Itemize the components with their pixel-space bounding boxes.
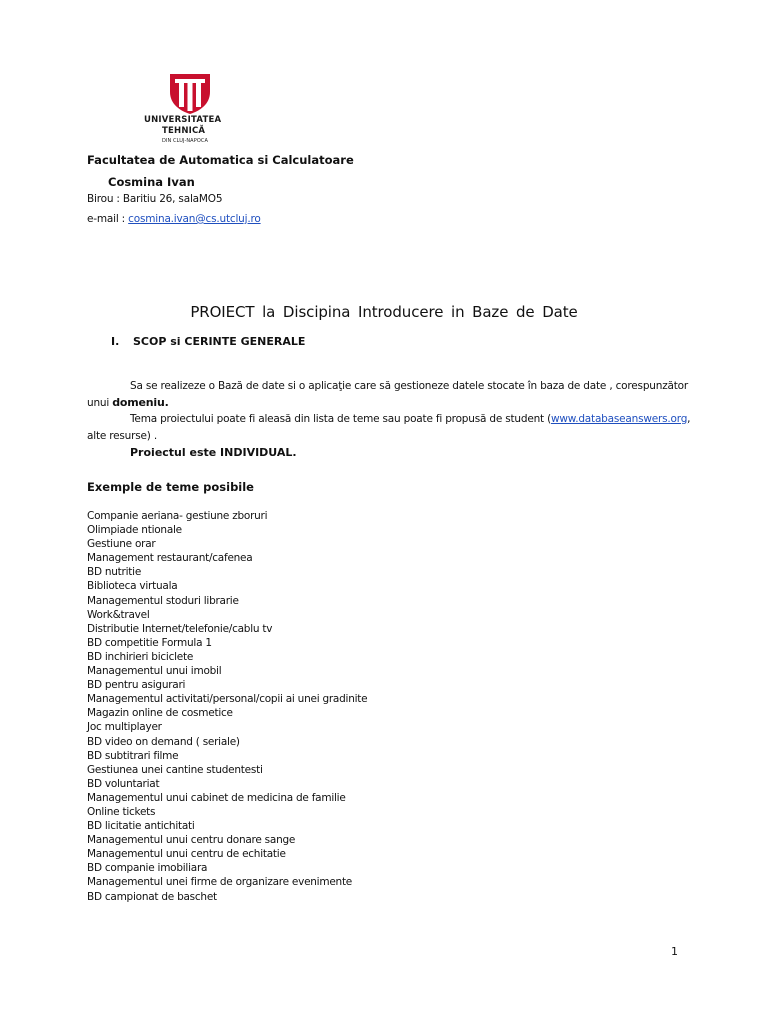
list-item: BD voluntariat (87, 777, 160, 790)
list-item: Gestiunea unei cantine studentesti (87, 763, 263, 776)
office-address: Birou : Baritiu 26, salaMO5 (87, 193, 223, 205)
list-item: Gestiune orar (87, 538, 156, 551)
list-item: Olimpiade ntionale (87, 524, 182, 537)
email-link[interactable]: cosmina.ivan@cs.utcluj.ro (128, 213, 261, 225)
list-item: Managementul unui centru de echitatie (87, 848, 286, 861)
list-item: BD licitatie antichitati (87, 820, 195, 833)
intro-paragraph-2-cont: alte resurse) . (87, 430, 157, 442)
section-title: SCOP si CERINTE GENERALE (133, 335, 306, 348)
databaseanswers-link[interactable]: www.databaseanswers.org (551, 413, 688, 425)
section-heading (111, 335, 305, 348)
list-item: Managementul unui centru donare sange (87, 834, 296, 847)
page-number: 1 (671, 945, 678, 958)
list-item: Managementul unui imobil (87, 665, 222, 678)
list-item: Managementul unui cabinet de medicina de familie (87, 791, 346, 804)
intro-paragraph-2 (130, 413, 690, 425)
list-item: BD nutritie (87, 566, 142, 579)
intro-domain-bold: domeniu. (112, 396, 169, 409)
examples-heading: Exemple de teme posibile (87, 480, 254, 494)
list-item: Distributie Internet/telefonie/cablu tv (87, 622, 273, 635)
list-item: Managementul unei firme de organizare evenimente (87, 876, 353, 889)
list-item: BD campionat de baschet (87, 890, 217, 903)
list-item: Biblioteca virtuala (87, 580, 178, 593)
intro-prefix: unui (87, 397, 113, 409)
document-title: PROIECT la Discipina Introducere in Baze de Date (190, 303, 578, 321)
logo-text-line2: TEHNICĂ (162, 126, 206, 136)
intro-p2-comma: , (687, 413, 691, 425)
list-item: Management restaurant/cafenea (87, 552, 253, 565)
individual-note: Proiectul este INDIVIDUAL. (130, 446, 297, 459)
faculty-name: Facultatea de Automatica si Calculatoare (87, 153, 354, 167)
intro-paragraph-1: Sa se realizeze o Bază de date si o aplicaţie care să gestioneze datele stocate în baza de date , corespunzător (130, 380, 688, 392)
list-item: Joc multiplayer (87, 721, 162, 734)
teacher-name: Cosmina Ivan (108, 175, 195, 189)
logo-text-line1: UNIVERSITATEA (144, 115, 222, 125)
list-item: Managementul activitati/personal/copii ai unei gradinite (87, 693, 368, 706)
list-item: Online tickets (87, 805, 156, 818)
list-item: BD companie imobiliara (87, 862, 208, 875)
intro-p2-text: Tema proiectului poate fi aleasă din lista de teme sau poate fi propusă de student ( (130, 413, 551, 425)
section-number: I. (111, 335, 120, 348)
list-item: Companie aeriana- gestiune zboruri (87, 510, 268, 522)
list-item: BD pentru asigurari (87, 679, 186, 692)
intro-paragraph-1-cont (87, 396, 169, 409)
university-crest-icon (168, 74, 212, 114)
list-item: BD subtitrari filme (87, 749, 179, 762)
email-line (87, 213, 261, 225)
list-item: Work&travel (87, 608, 150, 621)
list-item: BD competitie Formula 1 (87, 636, 212, 649)
list-item: BD video on demand ( seriale) (87, 735, 240, 748)
list-item: Magazin online de cosmetice (87, 707, 233, 720)
logo-text-line3: DIN CLUJ-NAPOCA (162, 138, 208, 144)
topic-list (87, 509, 367, 904)
list-item: Managementul stoduri librarie (87, 594, 239, 607)
email-label: e-mail : (87, 213, 129, 225)
list-item: BD inchirieri biciclete (87, 650, 194, 663)
